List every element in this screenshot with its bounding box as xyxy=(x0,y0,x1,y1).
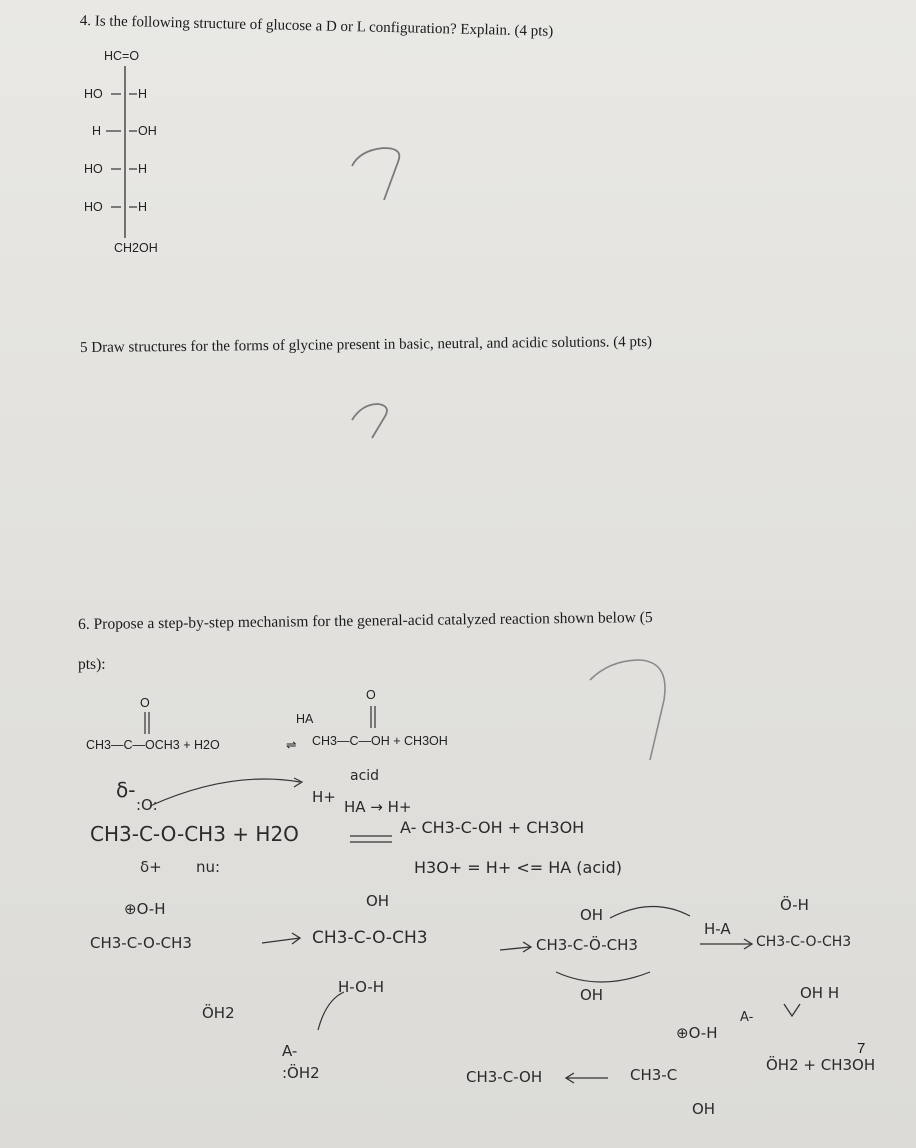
proton-transfer-arrow xyxy=(610,906,690,918)
hw-step1-water: ÖH2 xyxy=(202,1004,235,1022)
fischer-row4-left: HO xyxy=(84,200,103,214)
fischer-row3-right: H xyxy=(138,162,148,176)
reactant-carbonyl-o: O xyxy=(140,696,150,710)
hw-ha-label: HA → H+ xyxy=(344,798,412,816)
reaction-products: CH3—C—OH + CH3OH xyxy=(312,734,448,748)
step-arrow-2 xyxy=(500,947,530,950)
hw-delta-plus: δ+ xyxy=(140,858,162,876)
pencil-question-mark-q4 xyxy=(352,148,399,200)
product-carbonyl-o: O xyxy=(366,688,376,702)
hw-byproducts: ÖH2 + CH3OH xyxy=(766,1056,876,1074)
reaction-reactants: CH3—C—OCH3 + H2O xyxy=(86,738,220,752)
hw-step4-structure: CH3-C-O-CH3 xyxy=(756,934,852,950)
hw-step2-oh: OH xyxy=(366,892,390,910)
hw-line2-products: A- CH3-C-OH + CH3OH xyxy=(400,818,585,837)
hw-h-plus: H+ xyxy=(312,788,336,806)
hw-step1-oh-plus: ⊕O-H xyxy=(124,900,166,918)
hw-acid-note: H3O+ = H+ <= HA (acid) xyxy=(414,858,622,877)
hw-carbonyl-oxygen: :O: xyxy=(136,796,158,814)
reaction-catalyst: HA xyxy=(296,712,314,726)
hw-step1-structure: CH3-C-O-CH3 xyxy=(90,934,192,952)
step-arrow-down xyxy=(784,1004,800,1016)
question-6-text-line2: pts): xyxy=(78,656,106,673)
fischer-row3-left: HO xyxy=(84,162,103,176)
hw-delta-minus: δ- xyxy=(116,778,136,802)
hw-final-product: CH3-C-OH xyxy=(466,1068,543,1086)
hw-base-water: :ÖH2 xyxy=(282,1064,320,1082)
hw-last-protonated-o: ⊕O-H xyxy=(676,1024,718,1042)
hw-nucleophile: nu: xyxy=(196,858,221,876)
question-5-text: 5 Draw structures for the forms of glycine present in basic, neutral, and acidic solutions. (4 pts) xyxy=(80,334,653,356)
hw-general-acid: H-A xyxy=(704,920,731,938)
page-number: 7 xyxy=(857,1040,866,1057)
fischer-top-group: HC=O xyxy=(104,49,140,63)
fischer-row4-right: H xyxy=(138,200,148,214)
reaction-arrow: ⇌ xyxy=(286,738,297,752)
hw-step3-structure: CH3-C-Ö-CH3 xyxy=(536,936,638,954)
hw-last-a-minus: A- xyxy=(740,1010,754,1025)
fischer-row1-right: H xyxy=(138,87,148,101)
fischer-row2-right: OH xyxy=(138,124,157,138)
hw-step3-oh-top: OH xyxy=(580,906,604,924)
hw-step2-structure: CH3-C-O-CH3 xyxy=(312,928,428,948)
hw-acid-label: acid xyxy=(350,768,380,784)
fischer-row2-left: H xyxy=(92,124,102,138)
fischer-bottom-group: CH2OH xyxy=(114,241,158,255)
hw-step3-oh-bottom: OH xyxy=(580,986,604,1004)
pencil-question-mark-q6 xyxy=(590,660,665,760)
base-attack-arrow xyxy=(318,992,344,1030)
hw-line2-reactants: CH3-C-O-CH3 + H2O xyxy=(90,822,299,846)
question-6-text-line1: 6. Propose a step-by-step mechanism for the general-acid catalyzed reaction shown below (5 xyxy=(78,608,653,633)
hw-step4-oh: Ö-H xyxy=(780,896,809,914)
question-4-text: 4. Is the following structure of glucose a D or L configuration? Explain. (4 pts) xyxy=(79,13,554,40)
curved-arrow-1 xyxy=(150,779,300,806)
hw-base-a-minus: A- xyxy=(282,1042,298,1060)
hw-last-intermediate-oh: OH xyxy=(692,1100,716,1118)
hw-step4-bottom: OH H xyxy=(800,984,840,1002)
hw-step2-water-plus: H-O-H xyxy=(338,978,385,996)
fischer-row1-left: HO xyxy=(84,87,103,101)
hw-last-intermediate: CH3-C xyxy=(630,1066,678,1084)
pencil-question-mark-q5 xyxy=(352,404,387,438)
